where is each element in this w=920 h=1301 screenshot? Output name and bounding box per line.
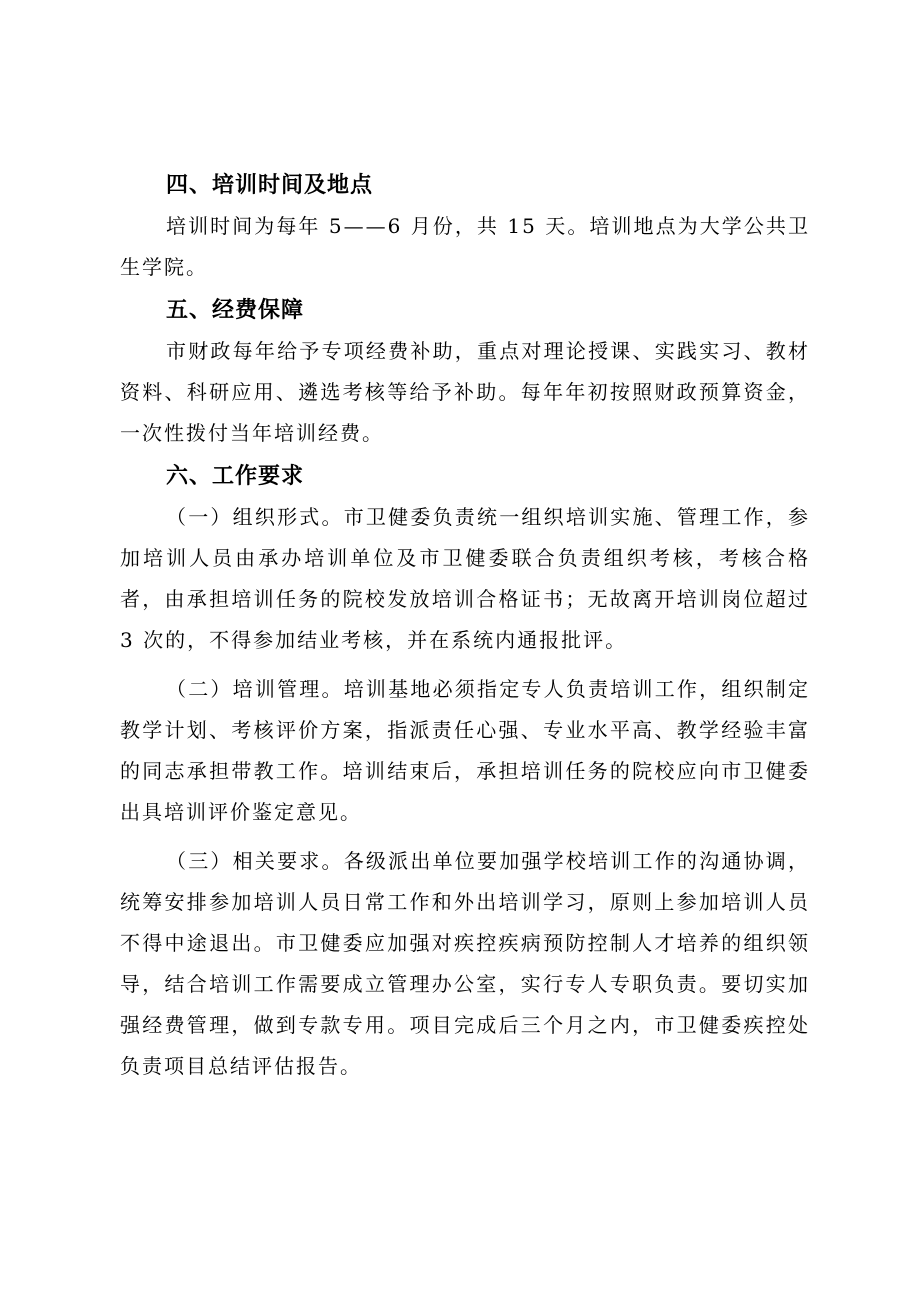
paragraph-training-time-place: 培训时间为每年 5——6 月份，共 15 天。培训地点为大学公共卫生学院。 — [120, 214, 810, 279]
paragraph-organization-form: （一）组织形式。市卫健委负责统一组织培训实施、管理工作，参加培训人员由承办培训单位及市卫健委联合负责组织考核，考核合格者，由承担培训任务的院校发放培训合格证书；无故离开培训岗位超过 3 次的，不得参加结业考核，并在系统内通报批评。 — [120, 505, 810, 652]
spacer — [120, 661, 810, 669]
paragraph-training-management: （二）培训管理。培训基地必须指定专人负责培训工作，组织制定教学计划、考核评价方案，指派责任心强、专业水平高、教学经验丰富的同志承担带教工作。培训结束后，承担培训任务的院校应向市卫健委出具培训评价鉴定意见。 — [120, 677, 810, 824]
document-body — [120, 165, 810, 1087]
paragraph-funding: 市财政每年给予专项经费补助，重点对理论授课、实践实习、教材资料、科研应用、遴选考核等给予补助。每年年初按照财政预算资金，一次性拨付当年培训经费。 — [120, 339, 810, 445]
section-heading-training-time-place: 四、培训时间及地点 — [166, 173, 374, 198]
spacer — [120, 833, 810, 841]
section-heading-funding: 五、经费保障 — [166, 298, 305, 323]
section-heading-work-requirements: 六、工作要求 — [166, 464, 305, 489]
paragraph-related-requirements: （三）相关要求。各级派出单位要加强学校培训工作的沟通协调，统筹安排参加培训人员日常工作和外出培训学习，原则上参加培训人员不得中途退出。市卫健委应加强对疾控疾病预防控制人才培养的组织领导，结合培训工作需要成立管理办公室，实行专人专职负责。要切实加强经费管理，做到专款专用。项目完成后三个月之内，市卫健委疾控处负责项目总结评估报告。 — [120, 849, 810, 1078]
